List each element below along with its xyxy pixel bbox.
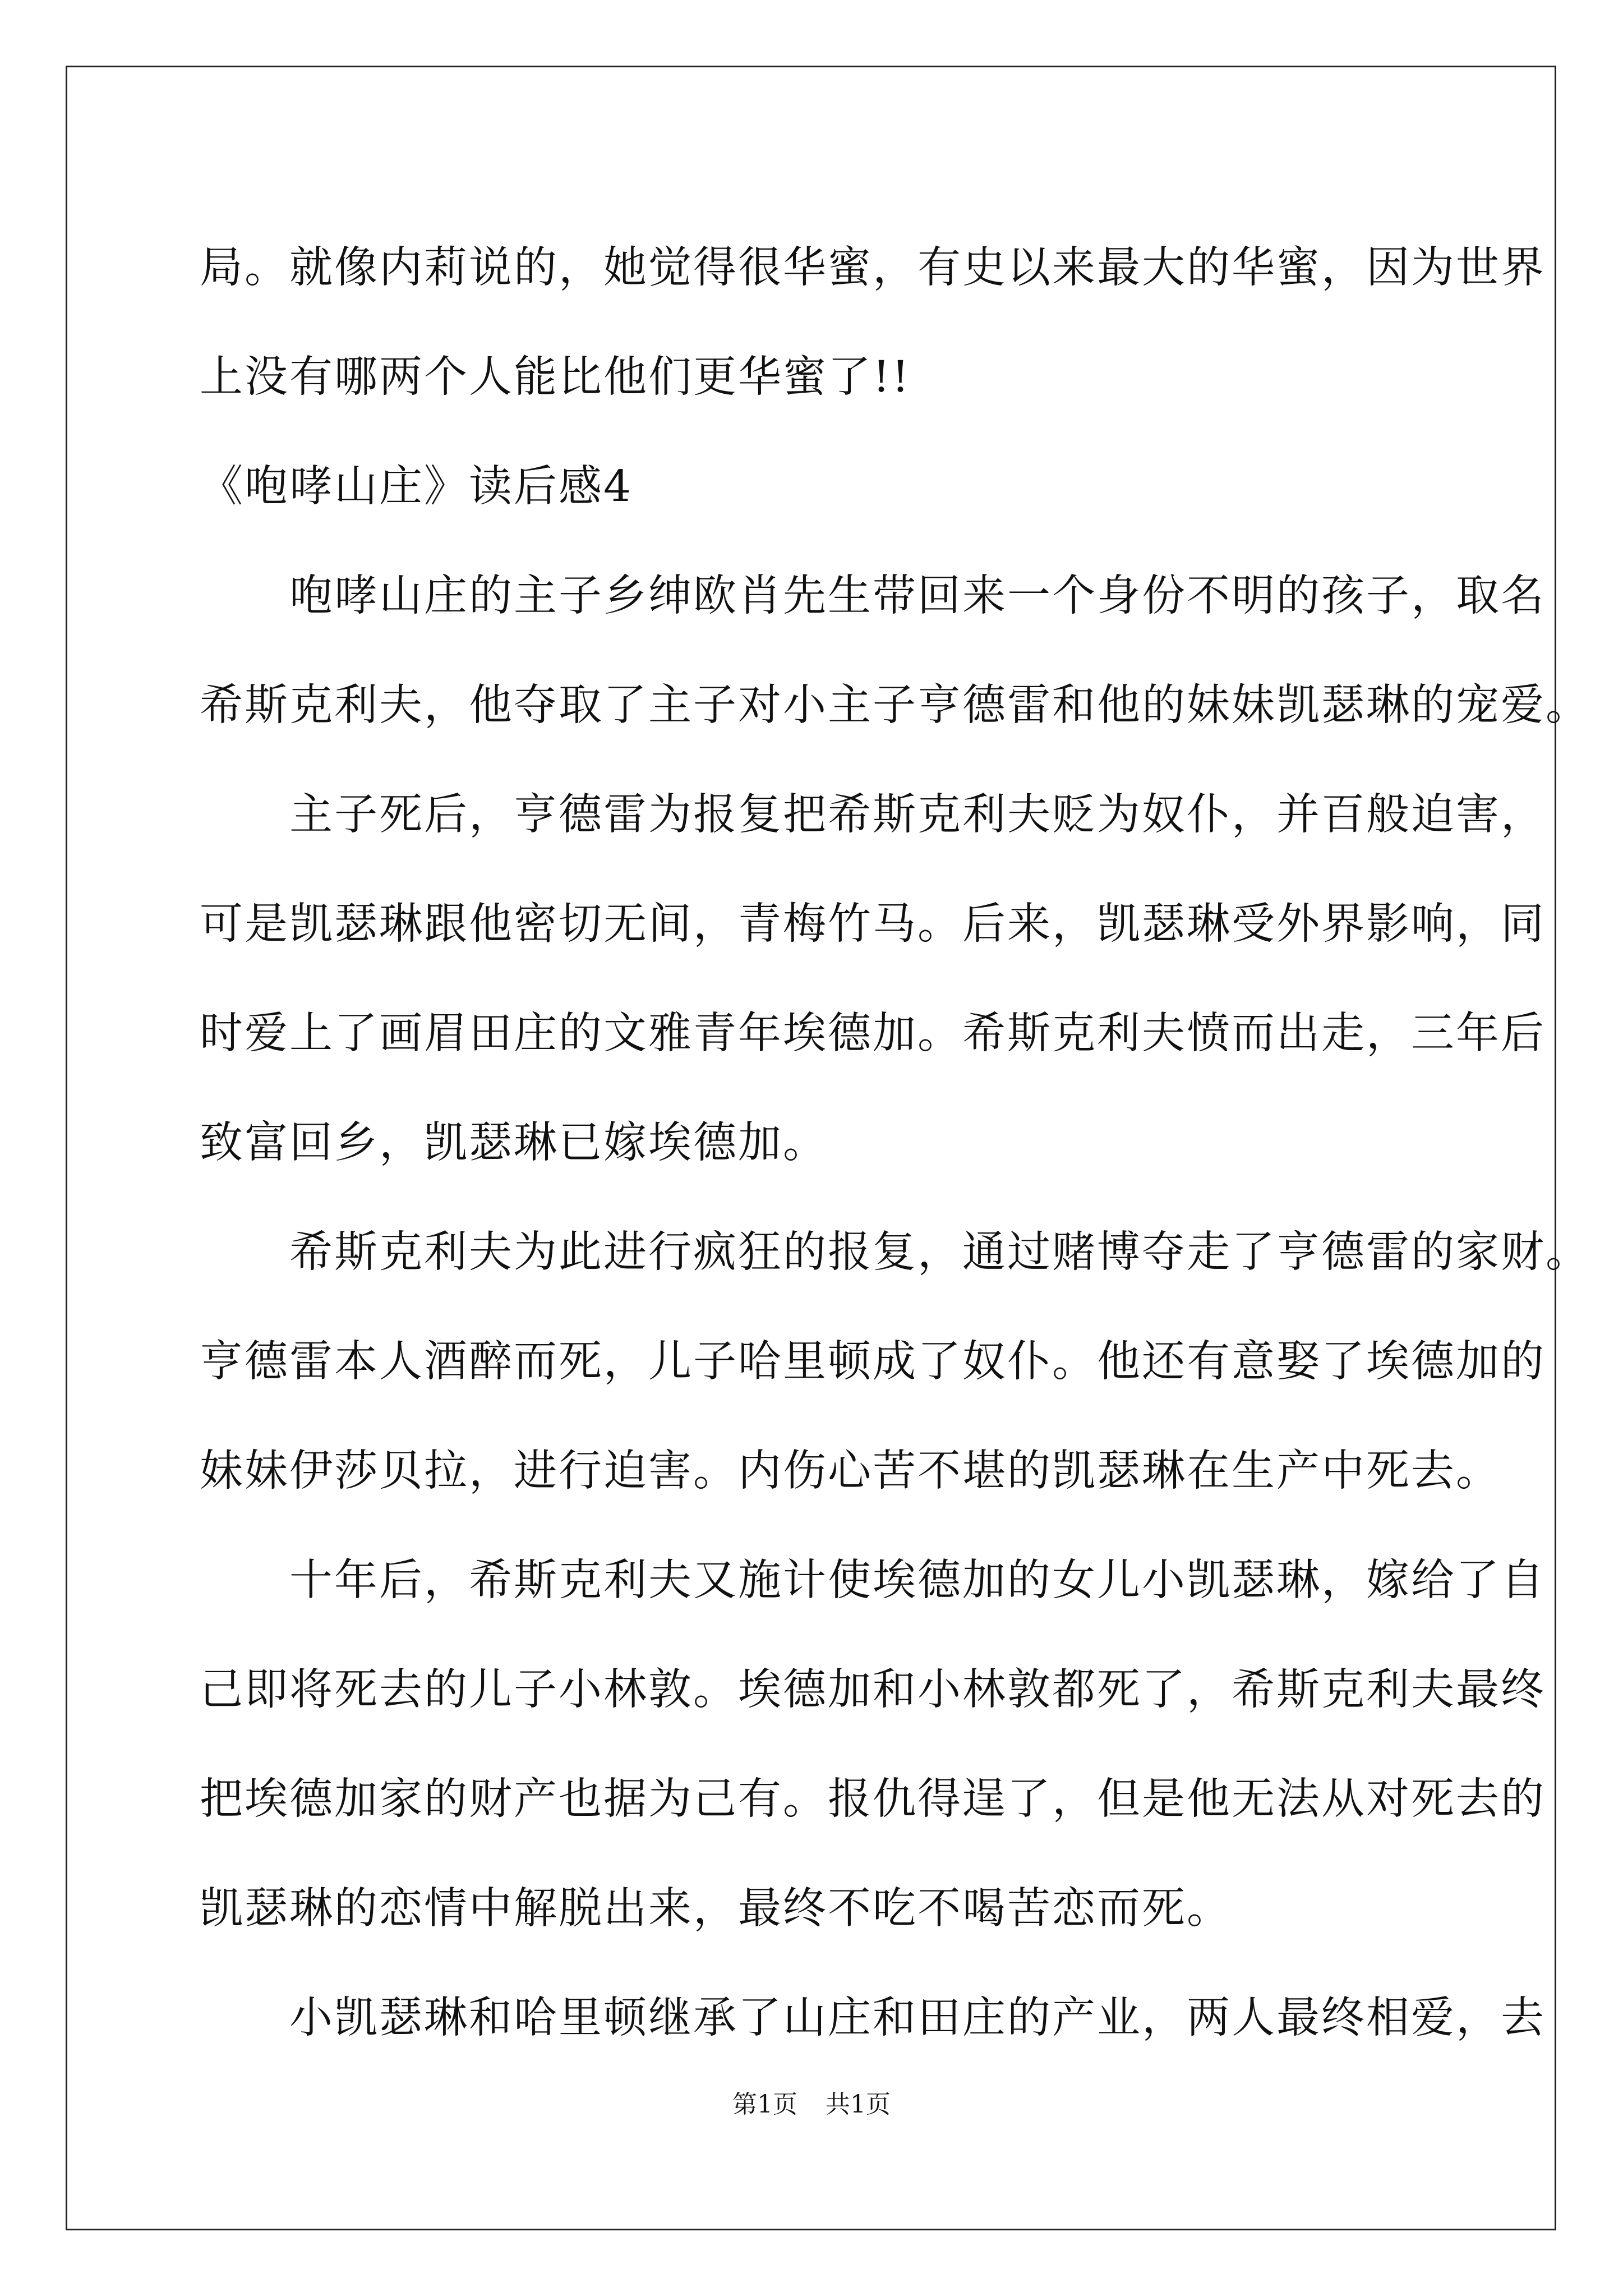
text-line: 可是凯瑟琳跟他密切无间，青梅竹马。后来，凯瑟琳受外界影响，同 — [200, 899, 1546, 949]
text-line: 上没有哪两个人能比他们更华蜜了!! — [200, 352, 911, 402]
text-line: 主子死后，亨德雷为报复把希斯克利夫贬为奴仆，并百般迫害， — [289, 790, 1546, 840]
text-line: 妹妹伊莎贝拉，进行迫害。内伤心苦不堪的凯瑟琳在生产中死去。 — [200, 1446, 1501, 1496]
text-line: 小凯瑟琳和哈里顿继承了山庄和田庄的产业，两人最终相爱，去 — [289, 1993, 1546, 2043]
text-line: 希斯克利夫，他夺取了主子对小主子亨德雷和他的妹妹凯瑟琳的宠爱。 — [200, 680, 1590, 730]
text-line: 希斯克利夫为此进行疯狂的报复，通过赌博夺走了亨德雷的家财。 — [289, 1227, 1590, 1277]
text-line: 亨德雷本人酒醉而死，儿子哈里顿成了奴仆。他还有意娶了埃德加的 — [200, 1337, 1546, 1387]
text-line: 凯瑟琳的恋情中解脱出来，最终不吃不喝苦恋而死。 — [200, 1884, 1232, 1934]
text-line: 把埃德加家的财产也据为己有。报仇得逞了，但是他无法从对死去的 — [200, 1774, 1546, 1824]
page-total: 共1页 — [826, 2090, 891, 2119]
page-footer — [0, 2088, 1623, 2122]
text-line: 局。就像内莉说的，她觉得很华蜜，有史以来最大的华蜜，因为世界 — [200, 243, 1546, 293]
text-line: 己即将死去的儿子小林敦。埃德加和小林敦都死了，希斯克利夫最终 — [200, 1665, 1546, 1715]
text-line: 时爱上了画眉田庄的文雅青年埃德加。希斯克利夫愤而出走，三年后 — [200, 1009, 1546, 1059]
text-line: 十年后，希斯克利夫又施计使埃德加的女儿小凯瑟琳，嫁给了自 — [289, 1556, 1546, 1605]
text-line: 致富回乡，凯瑟琳已嫁埃德加。 — [200, 1118, 828, 1168]
page-number: 第1页 — [732, 2090, 797, 2119]
document-body — [200, 213, 1590, 2073]
text-line: 咆哮山庄的主子乡绅欧肖先生带回来一个身份不明的孩子，取名 — [289, 571, 1546, 621]
section-heading: 《咆哮山庄》读后感4 — [200, 462, 633, 512]
